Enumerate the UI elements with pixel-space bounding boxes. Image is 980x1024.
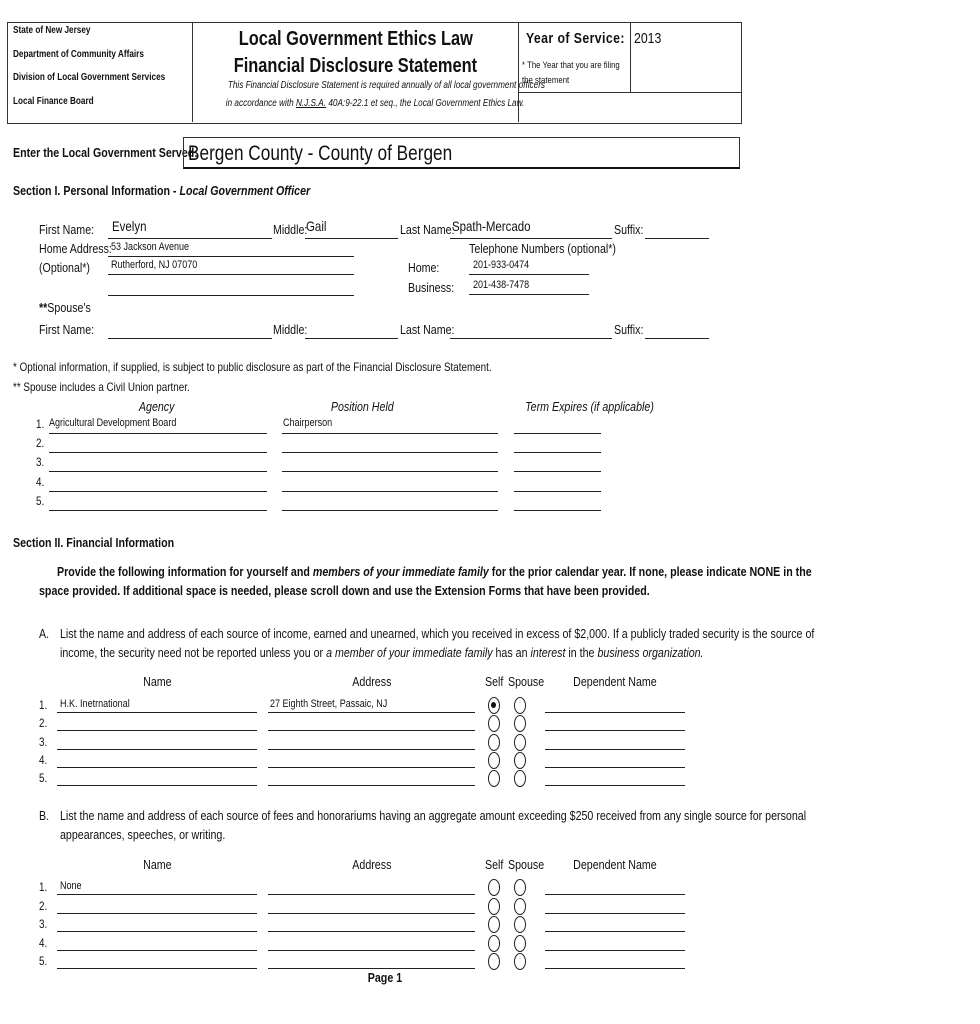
source-address-rule <box>268 913 475 914</box>
business-phone-rule <box>469 294 589 295</box>
part-b-name-header: Name <box>142 857 172 872</box>
position-held-rule <box>282 510 498 511</box>
row-number: 2. <box>36 436 45 450</box>
spouse-middle-label: Middle: <box>273 322 308 337</box>
dependent-name-rule <box>545 749 685 750</box>
row-number: 3. <box>39 735 48 749</box>
source-name-rule <box>57 730 257 731</box>
agency-header: Agency <box>139 399 175 414</box>
term-expires-rule <box>514 471 601 472</box>
page-number: Page 1 <box>367 970 403 985</box>
spouse-radio[interactable] <box>514 879 526 896</box>
address-line-3[interactable] <box>108 295 354 296</box>
year-note: * The Year that you are filing the statement <box>522 60 620 86</box>
source-name-field[interactable]: H.K. Inetrnational <box>60 698 130 710</box>
agency-line-4: Local Finance Board <box>13 96 94 107</box>
self-radio[interactable] <box>488 715 500 732</box>
first-name-label: First Name: <box>39 222 95 237</box>
part-b-spouse-header: Spouse <box>508 857 545 872</box>
spouse-radio[interactable] <box>514 916 526 933</box>
spouse-radio[interactable] <box>514 898 526 915</box>
term-expires-rule <box>514 510 601 511</box>
self-radio[interactable] <box>488 916 500 933</box>
row-number: 3. <box>36 455 45 469</box>
source-name-field[interactable]: None <box>60 880 82 892</box>
form-title-2: Financial Disclosure Statement <box>233 55 478 77</box>
row-number: 1. <box>36 417 45 431</box>
spouse-last-name-label: Last Name: <box>400 322 455 337</box>
dependent-name-rule <box>545 931 685 932</box>
dependent-name-rule <box>545 894 685 895</box>
part-a-text-1: List the name and address of each source of income, earned and unearned, which you received in excess of $2,000. If a publicly traded security is the source of <box>60 626 815 641</box>
source-address-rule <box>268 767 475 768</box>
spouse-label: **Spouse's <box>39 300 91 315</box>
position-header: Position Held <box>330 399 394 414</box>
optional-note: * Optional information, if supplied, is subject to public disclosure as part of the Financial Disclosure Statement. <box>13 360 492 374</box>
term-header: Term Expires (if applicable) <box>525 399 655 414</box>
address-line-2-rule <box>108 274 354 275</box>
row-number: 5. <box>39 771 48 785</box>
agency-line-2: Department of Community Affairs <box>13 49 144 60</box>
position-agency-rule <box>49 491 267 492</box>
source-name-rule <box>57 767 257 768</box>
term-expires-rule <box>514 491 601 492</box>
part-b-dependent-header: Dependent Name <box>573 857 657 872</box>
part-b-text-2: appearances, speeches, or writing. <box>60 827 226 842</box>
source-address-rule <box>268 950 475 951</box>
year-box-bottom <box>518 92 741 93</box>
term-expires-rule <box>514 433 601 434</box>
business-phone-value[interactable]: 201-438-7478 <box>473 279 530 291</box>
row-number: 4. <box>39 753 48 767</box>
part-a-letter: A. <box>39 626 50 641</box>
self-radio[interactable] <box>488 953 500 970</box>
self-radio[interactable] <box>488 697 500 714</box>
home-phone-label: Home: <box>408 260 440 275</box>
position-agency-rule <box>49 452 267 453</box>
source-address-rule <box>268 749 475 750</box>
source-name-rule <box>57 712 257 713</box>
spouse-radio[interactable] <box>514 734 526 751</box>
source-address-rule <box>268 931 475 932</box>
phone-header: Telephone Numbers (optional*) <box>469 241 616 256</box>
source-name-rule <box>57 785 257 786</box>
row-number: 5. <box>39 954 48 968</box>
position-held-rule <box>282 471 498 472</box>
row-number: 4. <box>39 936 48 950</box>
spouse-radio[interactable] <box>514 697 526 714</box>
row-number: 3. <box>39 917 48 931</box>
part-b-address-header: Address <box>351 857 392 872</box>
part-b-text-1: List the name and address of each source of fees and honorariums having an aggregate amount exceeding $250 received from any single source for personal <box>60 808 807 823</box>
year-value[interactable]: 2013 <box>634 30 662 47</box>
last-name-label: Last Name: <box>400 222 455 237</box>
address-line-1-rule <box>108 256 354 257</box>
dependent-name-rule <box>545 730 685 731</box>
home-phone-value[interactable]: 201-933-0474 <box>473 259 530 271</box>
form-title: Local Government Ethics Law <box>238 28 473 50</box>
part-a-text-2: income, the security need not be reported unless you or a member of your immediate family has an interest in the business organization. <box>60 645 704 660</box>
section-1-heading: Section I. Personal Information - Local Government Officer <box>13 183 311 198</box>
suffix-label: Suffix: <box>614 222 644 237</box>
address-line-2[interactable]: Rutherford, NJ 07070 <box>111 259 198 271</box>
part-b-self-header: Self <box>485 857 504 872</box>
row-number: 4. <box>36 475 45 489</box>
dependent-name-rule <box>545 968 685 969</box>
middle-value: Gail <box>306 218 327 234</box>
position-agency-rule <box>49 433 267 434</box>
position-agency-rule <box>49 471 267 472</box>
source-address-rule <box>268 894 475 895</box>
spouse-last-name-field[interactable] <box>450 338 612 339</box>
part-b-letter: B. <box>39 808 50 823</box>
part-a-name-header: Name <box>142 674 172 689</box>
row-number: 1. <box>39 880 48 894</box>
address-line-1[interactable]: 53 Jackson Avenue <box>111 241 190 253</box>
source-name-rule <box>57 950 257 951</box>
position-agency-field[interactable]: Agricultural Development Board <box>49 417 177 429</box>
spouse-first-name-label: First Name: <box>39 322 95 337</box>
source-address-field[interactable]: 27 Eighth Street, Passaic, NJ <box>270 698 388 710</box>
spouse-middle-field[interactable] <box>305 338 398 339</box>
part-a-address-header: Address <box>351 674 392 689</box>
position-held-rule <box>282 491 498 492</box>
first-name-field[interactable] <box>108 238 272 239</box>
self-radio[interactable] <box>488 752 500 769</box>
section-2-heading: Section II. Financial Information <box>13 535 175 550</box>
source-name-rule <box>57 749 257 750</box>
dependent-name-rule <box>545 785 685 786</box>
dependent-name-rule <box>545 950 685 951</box>
row-number: 5. <box>36 494 45 508</box>
spouse-note: ** Spouse includes a Civil Union partner. <box>13 380 190 394</box>
home-address-label: Home Address: <box>39 241 112 256</box>
dependent-name-rule <box>545 767 685 768</box>
spouse-radio[interactable] <box>514 752 526 769</box>
self-radio[interactable] <box>488 898 500 915</box>
agency-line-3: Division of Local Government Services <box>13 72 166 83</box>
home-phone-rule <box>469 274 589 275</box>
year-label: Year of Service: <box>526 30 625 47</box>
spouse-radio[interactable] <box>514 953 526 970</box>
source-address-rule <box>268 968 475 969</box>
source-name-rule <box>57 931 257 932</box>
position-held-field[interactable]: Chairperson <box>283 417 333 429</box>
gov-served-label: Enter the Local Government Served: <box>13 145 198 160</box>
spouse-radio[interactable] <box>514 715 526 732</box>
source-address-rule <box>268 730 475 731</box>
spouse-suffix-field[interactable] <box>645 338 709 339</box>
part-a-spouse-header: Spouse <box>508 674 545 689</box>
optional-label: (Optional*) <box>39 260 90 275</box>
row-number: 2. <box>39 899 48 913</box>
spouse-first-name-field[interactable] <box>108 338 272 339</box>
part-a-dependent-header: Dependent Name <box>573 674 657 689</box>
section-2-intro-1: Provide the following information for yourself and members of your immediate family for the prior calendar year. If none, please indicate NONE in the <box>57 564 812 579</box>
spouse-radio[interactable] <box>514 770 526 787</box>
first-name-value: Evelyn <box>112 218 147 234</box>
last-name-value: Spath-Mercado <box>452 218 531 234</box>
self-radio[interactable] <box>488 770 500 787</box>
term-expires-rule <box>514 452 601 453</box>
part-a-self-header: Self <box>485 674 504 689</box>
section-2-intro-2: space provided. If additional space is needed, please scroll down and use the Extension Forms that have been provided. <box>39 583 650 598</box>
business-phone-label: Business: <box>408 280 455 295</box>
self-radio[interactable] <box>488 935 500 952</box>
middle-label: Middle: <box>273 222 308 237</box>
source-address-rule <box>268 712 475 713</box>
position-held-rule <box>282 433 498 434</box>
agency-line-1: State of New Jersey <box>13 25 91 36</box>
self-radio[interactable] <box>488 879 500 896</box>
middle-field[interactable] <box>305 238 398 239</box>
gov-served-value: Bergen County - County of Bergen <box>188 142 453 165</box>
form-subtitle-1: This Financial Disclosure Statement is required annually of all local government officers <box>227 80 546 91</box>
spouse-radio[interactable] <box>514 935 526 952</box>
source-name-rule <box>57 968 257 969</box>
position-held-rule <box>282 452 498 453</box>
source-name-rule <box>57 913 257 914</box>
spouse-suffix-label: Suffix: <box>614 322 644 337</box>
dependent-name-rule <box>545 712 685 713</box>
last-name-field[interactable] <box>450 238 612 239</box>
form-subtitle-2: in accordance with N.J.S.A. 40A:9-22.1 et seq., the Local Government Ethics Law. <box>225 98 525 109</box>
dependent-name-rule <box>545 913 685 914</box>
source-name-rule <box>57 894 257 895</box>
row-number: 2. <box>39 716 48 730</box>
self-radio[interactable] <box>488 734 500 751</box>
suffix-field[interactable] <box>645 238 709 239</box>
source-address-rule <box>268 785 475 786</box>
row-number: 1. <box>39 698 48 712</box>
position-agency-rule <box>49 510 267 511</box>
